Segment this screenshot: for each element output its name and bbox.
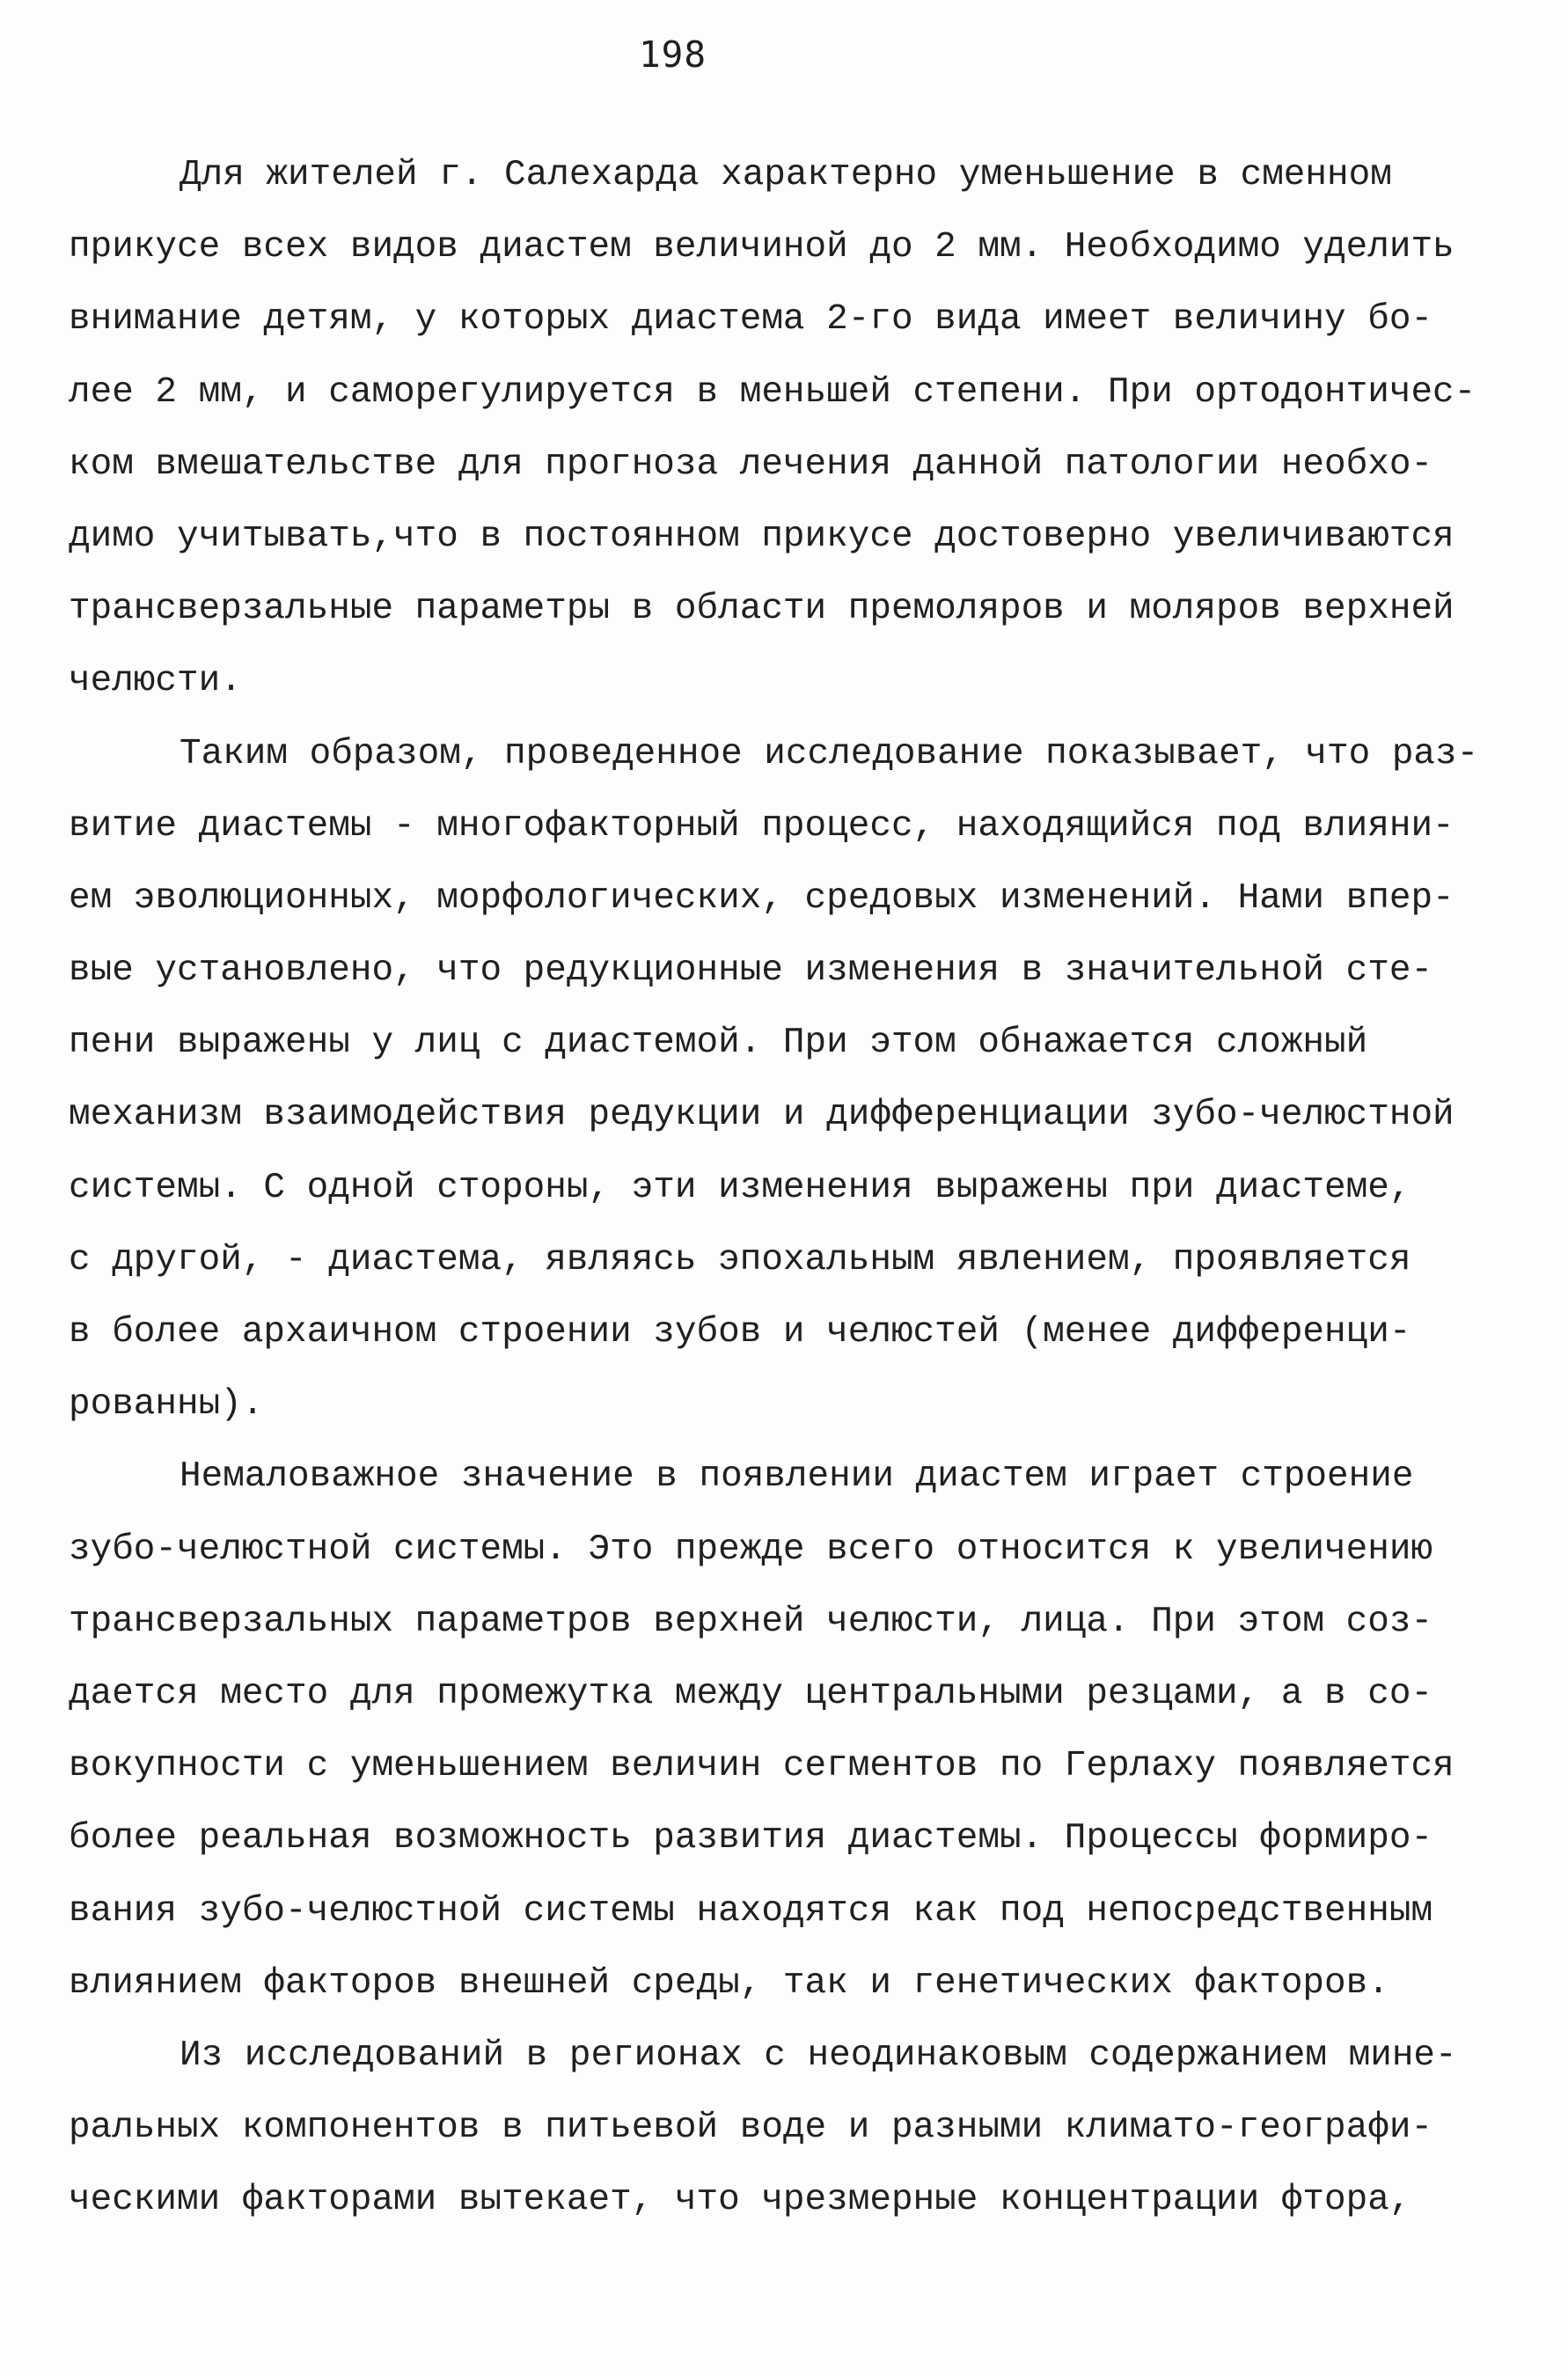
text-line: трансверзальные параметры в области премоляров и моляров верхней [69, 589, 1454, 630]
text-line: вания зубо-челюстной системы находятся как под непосредственным [69, 1890, 1433, 1932]
text-line: влиянием факторов внешней среды, так и генетических факторов. [69, 1962, 1389, 2004]
text-line: пени выражены у лиц с диастемой. При этом обнажается сложный [69, 1023, 1368, 1064]
text-line: более реальная возможность развития диастемы. Процессы формиро- [69, 1818, 1433, 1859]
text-line: вые установлено, что редукционные изменения в значительной сте- [69, 950, 1433, 992]
text-line: Таким образом, проведенное исследование показывает, что раз- [180, 733, 1479, 774]
text-line: ральных компонентов в питьевой воде и разными климато-географи- [69, 2108, 1433, 2149]
text-line: челюсти. [69, 661, 242, 702]
text-line: ком вмешательстве для прогноза лечения данной патологии необхо- [69, 444, 1433, 485]
text-line: внимание детям, у которых диастема 2-го вида имеет величину бо- [69, 299, 1433, 341]
text-line: дается место для промежутка между центральными резцами, а в со- [69, 1673, 1433, 1714]
text-line: зубо-челюстной системы. Это прежде всего относится к увеличению [69, 1529, 1433, 1570]
text-line: прикусе всех видов диастем величиной до 2 мм. Необходимо уделить [69, 227, 1454, 268]
text-line: ческими факторами вытекает, что чрезмерные концентрации фтора, [69, 2180, 1411, 2221]
text-line: вокупности с уменьшением величин сегментов по Герлаху появляется [69, 1746, 1454, 1787]
body-text [69, 139, 1512, 2236]
text-line: рованны). [69, 1384, 264, 1426]
text-line: Немаловажное значение в появлении диастем играет строение [180, 1456, 1414, 1498]
text-line: димо учитывать,что в постоянном прикусе достоверно увеличиваются [69, 516, 1454, 557]
text-line: в более архаичном строении зубов и челюстей (менее дифференци- [69, 1312, 1411, 1353]
text-line: ем эволюционных, морфологических, средовых изменений. Нами впер- [69, 877, 1454, 919]
text-line: Для жителей г. Салехарда характерно уменьшение в сменном [180, 155, 1392, 195]
page-number: 198 [639, 33, 707, 76]
text-line: механизм взаимодействия редукции и дифференциации зубо-челюстной [69, 1095, 1454, 1136]
text-line: лее 2 мм, и саморегулируется в меньшей степени. При ортодонтичес- [69, 371, 1476, 413]
text-line: системы. С одной стороны, эти изменения выражены при диастеме, [69, 1167, 1411, 1208]
text-line: трансверзальных параметров верхней челюсти, лица. При этом соз- [69, 1601, 1433, 1642]
text-line: с другой, - диастема, являясь эпохальным явлением, проявляется [69, 1239, 1411, 1280]
text-line: Из исследований в регионах с неодинаковым содержанием мине- [180, 2035, 1457, 2076]
text-line: витие диастемы - многофакторный процесс, находящийся под влияни- [69, 805, 1454, 847]
